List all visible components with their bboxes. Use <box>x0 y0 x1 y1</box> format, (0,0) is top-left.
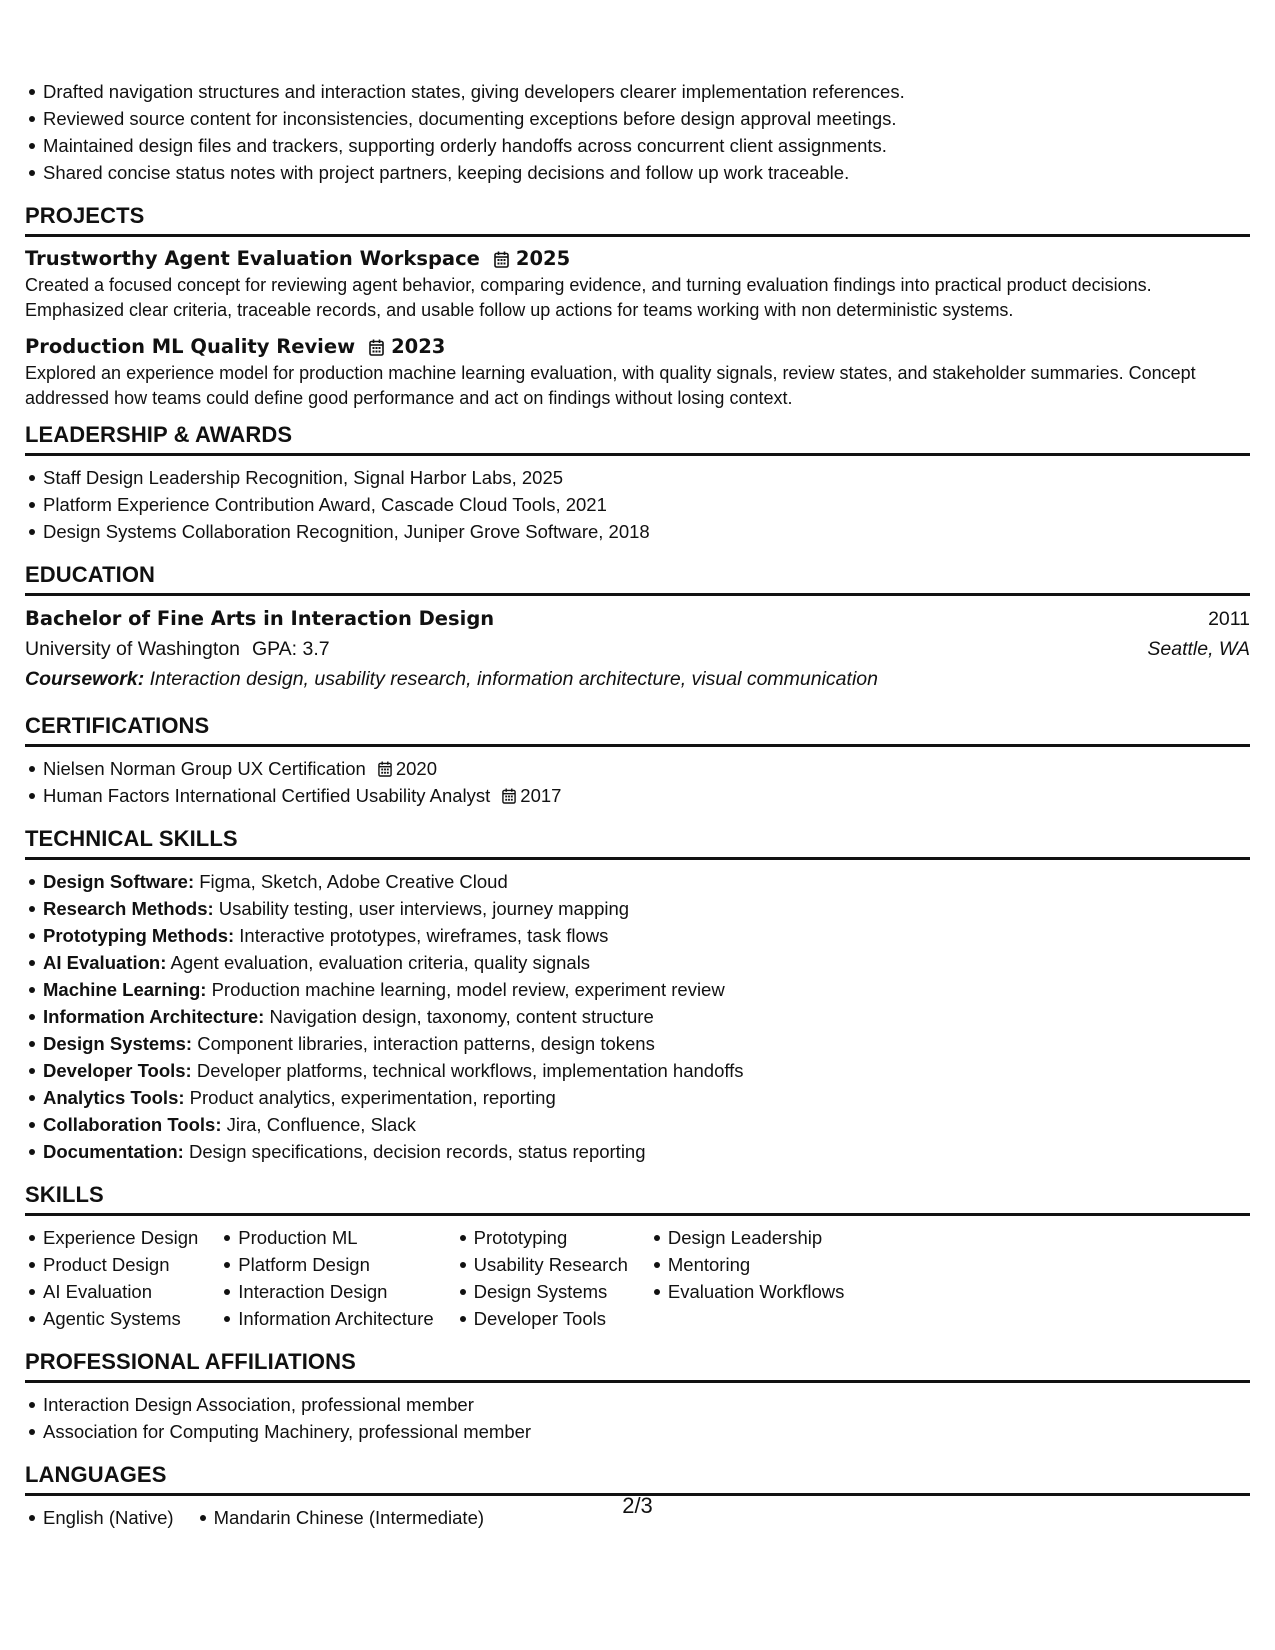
certifications-list <box>25 755 1250 809</box>
list-item <box>25 755 1250 782</box>
coursework-label: Coursework: <box>25 668 145 690</box>
degree-name: Bachelor of Fine Arts in Interaction Design <box>25 607 495 630</box>
skills-section <box>25 1181 1250 1332</box>
school-info <box>25 634 330 664</box>
list-item <box>25 895 1250 922</box>
project-year: 2025 <box>515 247 571 270</box>
project-year: 2023 <box>391 335 446 358</box>
skill-category: Research Methods: <box>43 898 214 919</box>
list-item: Design Systems <box>456 1278 628 1305</box>
graduation-year: 2011 <box>1208 608 1250 630</box>
skill-category: Machine Learning: <box>43 979 207 1000</box>
section-divider <box>25 1380 1250 1383</box>
list-item: Interaction Design Association, professional member <box>25 1391 1250 1418</box>
section-divider <box>25 593 1250 596</box>
list-item: Usability Research <box>456 1251 628 1278</box>
skill-category: Documentation: <box>43 1141 184 1162</box>
list-item: Experience Design <box>25 1224 198 1251</box>
section-title: SKILLS <box>25 1182 104 1207</box>
list-item <box>25 1084 1250 1111</box>
section-title: LEADERSHIP & AWARDS <box>25 422 293 447</box>
list-item: Mentoring <box>650 1251 845 1278</box>
list-item: Production ML <box>220 1224 433 1251</box>
experience-bullets <box>25 78 1250 186</box>
section-title: LANGUAGES <box>25 1462 167 1487</box>
coursework <box>25 664 1250 694</box>
skill-values: Production machine learning, model review, experiment review <box>206 979 725 1000</box>
skill-category: AI Evaluation: <box>43 952 167 973</box>
skill-category: Prototyping Methods: <box>43 925 235 946</box>
project-heading <box>25 333 1250 361</box>
section-title: CERTIFICATIONS <box>25 713 210 738</box>
project-description: Explored an experience model for production machine learning evaluation, with quality signals, review states, and stakeholder summaries. Concept addressed how teams could define good performance and act on findings without losing context. <box>25 363 1196 408</box>
section-title: EDUCATION <box>25 562 156 587</box>
education-school-row <box>25 634 1250 664</box>
skill-values: Design specifications, decision records, status reporting <box>183 1141 646 1162</box>
list-item: Product Design <box>25 1251 198 1278</box>
skill-values: Component libraries, interaction patterns, design tokens <box>192 1033 655 1054</box>
list-item: Drafted navigation structures and interaction states, giving developers clearer implementation references. <box>25 78 1250 105</box>
list-item: Information Architecture <box>220 1305 433 1332</box>
skills-column <box>650 1224 845 1332</box>
certification-year: 2017 <box>520 785 562 806</box>
list-item: Developer Tools <box>456 1305 628 1332</box>
section-divider <box>25 857 1250 860</box>
school-location: Seattle, WA <box>1147 638 1250 660</box>
list-item: Prototyping <box>456 1224 628 1251</box>
skill-values: Figma, Sketch, Adobe Creative Cloud <box>194 871 508 892</box>
skill-values: Navigation design, taxonomy, content structure <box>264 1006 654 1027</box>
list-item: Association for Computing Machinery, professional member <box>25 1418 1250 1445</box>
list-item <box>25 922 1250 949</box>
certifications-section <box>25 712 1250 809</box>
page-number: 2/3 <box>622 1493 653 1518</box>
skill-values: Developer platforms, technical workflows, implementation handoffs <box>191 1060 744 1081</box>
list-item <box>25 1057 1250 1084</box>
skill-category: Analytics Tools: <box>43 1087 185 1108</box>
awards-list <box>25 464 1250 545</box>
calendar-icon <box>494 251 509 268</box>
skill-category: Design Systems: <box>43 1033 193 1054</box>
gpa: GPA: 3.7 <box>251 638 330 660</box>
section-divider <box>25 744 1250 747</box>
certification-year: 2020 <box>395 758 438 779</box>
skills-column <box>220 1224 433 1332</box>
list-item: Shared concise status notes with project partners, keeping decisions and follow up work traceable. <box>25 159 1250 186</box>
skill-category: Design Software: <box>43 871 195 892</box>
technical-skills-section <box>25 825 1250 1165</box>
list-item: Maintained design files and trackers, supporting orderly handoffs across concurrent client assignments. <box>25 132 1250 159</box>
coursework-value: Interaction design, usability research, information architecture, visual communication <box>144 668 878 690</box>
list-item: AI Evaluation <box>25 1278 198 1305</box>
projects-section <box>25 202 1250 411</box>
project-name: Production ML Quality Review <box>25 335 356 358</box>
skill-values: Product analytics, experimentation, reporting <box>184 1087 556 1108</box>
skills-column <box>25 1224 198 1332</box>
project-heading <box>25 245 1250 273</box>
skill-values: Agent evaluation, evaluation criteria, quality signals <box>166 952 591 973</box>
leadership-section <box>25 421 1250 545</box>
list-item: Agentic Systems <box>25 1305 198 1332</box>
calendar-icon <box>502 788 516 804</box>
certification-name: Nielsen Norman Group UX Certification <box>43 758 366 779</box>
list-item <box>25 1138 1250 1165</box>
school-name: University of Washington <box>25 638 240 660</box>
section-divider <box>25 1213 1250 1216</box>
project-description: Created a focused concept for reviewing agent behavior, comparing evidence, and turning evaluation findings into practical product decisions. Emphasized clear criteria, traceable records, and usable follow up actions for teams working with non deterministic systems. <box>25 275 1152 320</box>
skills-columns <box>25 1224 1250 1332</box>
list-item: Mandarin Chinese (Intermediate) <box>196 1504 484 1531</box>
list-item: Reviewed source content for inconsistencies, documenting exceptions before design approval meetings. <box>25 105 1250 132</box>
section-divider <box>25 453 1250 456</box>
list-item <box>25 976 1250 1003</box>
list-item <box>25 782 1250 809</box>
list-item: Staff Design Leadership Recognition, Signal Harbor Labs, 2025 <box>25 464 1250 491</box>
section-divider <box>25 234 1250 237</box>
list-item <box>25 1030 1250 1057</box>
list-item: Platform Experience Contribution Award, Cascade Cloud Tools, 2021 <box>25 491 1250 518</box>
technical-skills-list <box>25 868 1250 1165</box>
list-item: Evaluation Workflows <box>650 1278 845 1305</box>
resume-page <box>25 78 1250 1531</box>
skill-category: Information Architecture: <box>43 1006 265 1027</box>
list-item: Design Systems Collaboration Recognition, Juniper Grove Software, 2018 <box>25 518 1250 545</box>
list-item: English (Native) <box>25 1504 174 1531</box>
certification-name: Human Factors International Certified Usability Analyst <box>43 785 491 806</box>
skill-values: Usability testing, user interviews, journey mapping <box>213 898 630 919</box>
calendar-icon <box>378 761 392 777</box>
list-item <box>25 1003 1250 1030</box>
skills-column <box>456 1224 628 1332</box>
skill-category: Developer Tools: <box>43 1060 192 1081</box>
section-title: TECHNICAL SKILLS <box>25 826 238 851</box>
affiliations-section <box>25 1348 1250 1445</box>
list-item: Platform Design <box>220 1251 433 1278</box>
list-item <box>25 1111 1250 1138</box>
section-title: PROJECTS <box>25 203 145 228</box>
calendar-icon <box>369 339 384 356</box>
list-item: Design Leadership <box>650 1224 845 1251</box>
education-degree-row <box>25 604 1250 634</box>
list-item: Interaction Design <box>220 1278 433 1305</box>
list-item <box>25 949 1250 976</box>
section-title: PROFESSIONAL AFFILIATIONS <box>25 1349 356 1374</box>
skill-values: Jira, Confluence, Slack <box>221 1114 416 1135</box>
project-name: Trustworthy Agent Evaluation Workspace <box>25 247 480 270</box>
skill-category: Collaboration Tools: <box>43 1114 222 1135</box>
education-section <box>25 561 1250 694</box>
affiliations-list <box>25 1391 1250 1445</box>
skill-values: Interactive prototypes, wireframes, task flows <box>234 925 609 946</box>
list-item <box>25 868 1250 895</box>
